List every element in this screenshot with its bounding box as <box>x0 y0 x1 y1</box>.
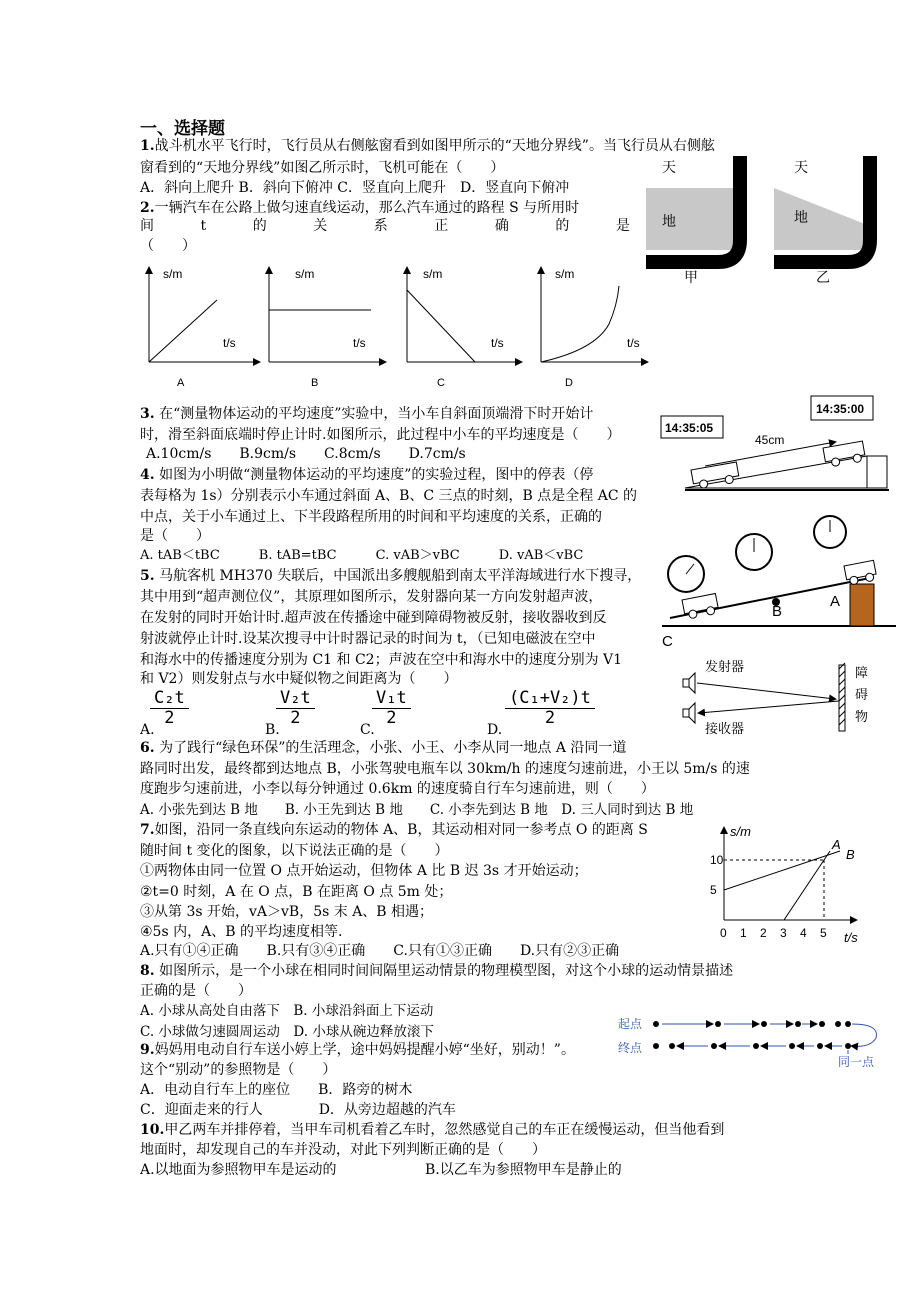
speaker-icon <box>683 703 695 723</box>
q7-s4: ④5s 内，A、B 的平均速度相等. <box>140 924 343 940</box>
q8-same-point-label: 同一点 <box>838 1055 875 1068</box>
q5-opt-B: $\frac{\text{V₂t}}{2}$ <box>276 688 315 728</box>
q3-options: A.10cm/s B.9cm/s C.8cm/s D.7cm/s <box>146 446 466 462</box>
x-tick-label: 0 <box>720 926 727 940</box>
x-tick-label: 3 <box>780 926 787 940</box>
y-tick-label: 10 <box>710 853 724 867</box>
q7-s1: ①两物体由同一位置 O 点开始运动，但物体 A 比 B 迟 3s 才开始运动； <box>140 863 588 879</box>
q6-line1: 6. 为了践行“绿色环保”的生活理念，小张、小王、小李从同一地点 A 沿同一道 <box>140 740 627 756</box>
q9-line1: 9.妈妈用电动自行车送小婷上学，途中妈妈提醒小婷“坐好，别动！”。 <box>140 1042 575 1058</box>
section-title: 一、选择题 <box>140 119 225 139</box>
speaker-icon <box>683 673 695 693</box>
q7-st-chart <box>700 820 890 944</box>
graph-B-letter: B <box>311 377 319 389</box>
q8-motion-figure <box>612 1010 884 1068</box>
q7-line2: 随时间 t 变化的图象，以下说法正确的是（ ） <box>140 843 449 859</box>
q5-sonar-figure <box>675 655 905 735</box>
q1-line2: 窗看到的“天地分界线”如图乙所示时，飞机可能在（ ） <box>140 160 505 176</box>
graph-A-letter: A <box>177 377 185 389</box>
window-yi <box>774 156 870 285</box>
y-tick-label: 5 <box>710 883 717 897</box>
q8-end-label: 终点 <box>618 1041 643 1055</box>
q6-line3: 度跑步匀速前进，小李以每分钟通过 0.6km 的速度骑自行车匀速前进，则（ ） <box>140 781 655 797</box>
q1-horizon-figure <box>640 150 910 290</box>
graph-D <box>541 267 647 389</box>
stopwatch-icon <box>736 534 772 570</box>
sky-label-yi: 天 <box>794 159 808 175</box>
obstacle-label-2: 碍 <box>855 687 869 702</box>
q5-line6: 和 V2）则发射点与水中疑似物之间距离为（ ） <box>140 671 458 687</box>
q4-point-C: C <box>662 633 673 650</box>
q9-opt2: C．迎面走来的行人 D．从旁边超越的汽车 <box>140 1102 456 1118</box>
stopwatch-icon <box>814 516 846 548</box>
q4-stopwatch-figure <box>660 512 900 652</box>
q5-opt-D: $\frac{\text{(C₁+V₂)t}}{2}$ <box>505 688 595 728</box>
q5-line2: 其中用到“超声测位仪”，其原理如图所示，发射器向某一方向发射超声波， <box>140 589 603 605</box>
q2-line1: 2.一辆汽车在公路上做匀速直线运动，那么汽车通过的路程 S 与所用时 <box>140 200 580 216</box>
graph-C <box>407 267 521 389</box>
q4-line3: 中点，关于小车通过上、下半段路程所用的时间和平均速度的关系，正确的 <box>140 509 602 525</box>
q5-opt-B-letter: B. <box>265 722 280 738</box>
label-jia: 甲 <box>684 269 698 285</box>
q7-s2: ②t=0 时刻，A 在 O 点，B 在距离 O 点 5m 处； <box>140 884 453 900</box>
series-line-A <box>784 851 830 920</box>
graph-B-ylabel: s/m <box>295 267 315 281</box>
q7-options: A.只有①④正确 B.只有③④正确 C.只有①③正确 D.只有②③正确 <box>140 943 620 959</box>
q4-line1: 4. 如图为小明做“测量物体运动的平均速度”的实验过程，图中的停表（停 <box>140 467 594 483</box>
q10-opt2: B.以乙车为参照物甲车是静止的 <box>425 1162 622 1178</box>
q10-opt1: A.以地面为参照物甲车是运动的 <box>140 1162 337 1178</box>
receiver-label: 接收器 <box>705 721 745 735</box>
q8-opt1: A. 小球从高处自由落下 B. 小球沿斜面上下运动 <box>140 1003 434 1019</box>
q4-options: A. tAB＜tBC B. tAB=tBC C. vAB＞vBC D. vAB＜vBC <box>140 548 584 563</box>
graph-B <box>269 267 385 389</box>
q5-line5: 和海水中的传播速度分别为 C1 和 C2；声波在空中和海水中的速度分别为 V1 <box>140 652 623 668</box>
q7-line1: 7.如图，沿同一条直线向东运动的物体 A、B，其运动相对同一参考点 O 的距离 S <box>140 822 648 838</box>
q3-line1: 3. 在“测量物体运动的平均速度”实验中，当小车自斜面顶端滑下时开始计 <box>140 406 594 422</box>
ground-label-jia: 地 <box>662 213 676 229</box>
graph-C-letter: C <box>437 377 445 389</box>
q4-line2: 表每格为 1s）分别表示小车通过斜面 A、B、C 三点的时刻，B 点是全程 AC 的 <box>140 488 638 504</box>
q5-opt-A-letter: A. <box>140 722 155 738</box>
stopwatch-icon <box>668 556 704 592</box>
y-axis-label: s/m <box>730 824 751 839</box>
q3-incline-figure <box>655 390 895 500</box>
q3-line2: 时，滑至斜面底端时停止计时.如图所示，此过程中小车的平均速度是（ ） <box>140 427 621 443</box>
graph-D-xlabel: t/s <box>627 336 640 350</box>
series-line-B <box>724 851 840 890</box>
ground-label-yi: 地 <box>794 209 808 225</box>
graph-C-ylabel: s/m <box>423 267 443 281</box>
q5-line3: 在发射的同时开始计时.超声波在传播途中碰到障碍物被反射，接收器收到反 <box>140 610 607 626</box>
q6-options: A. 小张先到达 B 地 B. 小王先到达 B 地 C. 小李先到达 B 地 D. 三人同时到达 B 地 <box>140 802 694 818</box>
q9-opt1: A．电动自行车上的座位 B．路旁的树木 <box>140 1082 413 1098</box>
q8-line2: 正确的是（ ） <box>140 983 252 999</box>
q5-opt-D-letter: D. <box>487 722 503 738</box>
q2-line2: 间 t 的 关 系 正 确 的 是 <box>140 218 630 234</box>
q4-point-B: B <box>772 603 783 620</box>
graph-C-xlabel: t/s <box>491 336 504 350</box>
q5-line1: 5. 马航客机 MH370 失联后，中国派出多艘舰船到南太平洋海域进行水下搜寻， <box>140 568 642 584</box>
x-axis-label: t/s <box>844 930 858 944</box>
q8-opt2: C. 小球做匀速圆周运动 D. 小球从碗边释放滚下 <box>140 1024 434 1040</box>
q2-line3: （ ） <box>140 238 196 254</box>
label-yi: 乙 <box>816 269 830 285</box>
q7-s3: ③从第 3s 开始，vA＞vB，5s 末 A、B 相遇； <box>140 904 434 920</box>
q4-point-A: A <box>830 593 841 610</box>
q5-opt-A: $\frac{\text{C₂t}}{2}$ <box>150 688 189 728</box>
x-tick-label: 2 <box>760 926 767 940</box>
q5-opt-C-letter: C. <box>360 722 375 738</box>
window-jia <box>646 156 740 285</box>
graph-A-xlabel: t/s <box>223 336 236 350</box>
q5-opt-C: $\frac{\text{V₁t}}{2}$ <box>372 688 411 728</box>
x-tick-label: 1 <box>740 926 747 940</box>
series-label-A: A <box>832 837 841 852</box>
q9-line2: 这个“别动”的参照物是（ ） <box>140 1062 337 1078</box>
series-label-B: B <box>846 847 855 862</box>
q8-line1: 8. 如图所示，是一个小球在相同时间间隔里运动情景的物理模型图，对这个小球的运动情景描述 <box>140 963 734 979</box>
q3-distance: 45cm <box>755 433 785 447</box>
graph-D-letter: D <box>565 377 573 389</box>
q10-line1: 10.甲乙两车并排停着，当甲车司机看着乙车时，忽然感觉自己的车正在缓慢运动，但当他看到 <box>140 1122 725 1138</box>
q1-options: A．斜向上爬升 B．斜向下俯冲 C．竖直向上爬升 D．竖直向下俯冲 <box>140 180 570 196</box>
q5-line4: 射波就停止计时.设某次搜寻中计时器记录的时间为 t，（已知电磁波在空中 <box>140 631 596 647</box>
graph-B-xlabel: t/s <box>353 336 366 350</box>
obstacle-label-1: 障 <box>855 665 869 680</box>
q2-graphs <box>135 262 655 392</box>
graph-A <box>149 267 259 389</box>
q3-time-end: 14:35:05 <box>665 421 714 435</box>
x-tick-label: 5 <box>820 926 827 940</box>
q3-time-start: 14:35:00 <box>816 402 865 416</box>
x-tick-label: 4 <box>800 926 807 940</box>
sky-label-jia: 天 <box>662 159 676 175</box>
q10-line2: 地面时，却发现自己的车并没动，对此下列判断正确的是（ ） <box>140 1142 546 1158</box>
q8-start-label: 起点 <box>618 1017 643 1031</box>
obstacle-label-3: 物 <box>855 709 869 724</box>
q4-line4: 是（ ） <box>140 528 210 544</box>
graph-D-ylabel: s/m <box>555 267 575 281</box>
q6-line2: 路同时出发，最终都到达地点 B，小张驾驶电瓶车以 30km/h 的速度匀速前进，小王以 5m/s 的速 <box>140 761 750 777</box>
emitter-label: 发射器 <box>705 659 745 674</box>
q1-line1: 1.战斗机水平飞行时，飞行员从右侧舷窗看到如图甲所示的“天地分界线”。当飞行员从右侧舷 <box>140 138 715 154</box>
graph-A-ylabel: s/m <box>163 267 183 281</box>
